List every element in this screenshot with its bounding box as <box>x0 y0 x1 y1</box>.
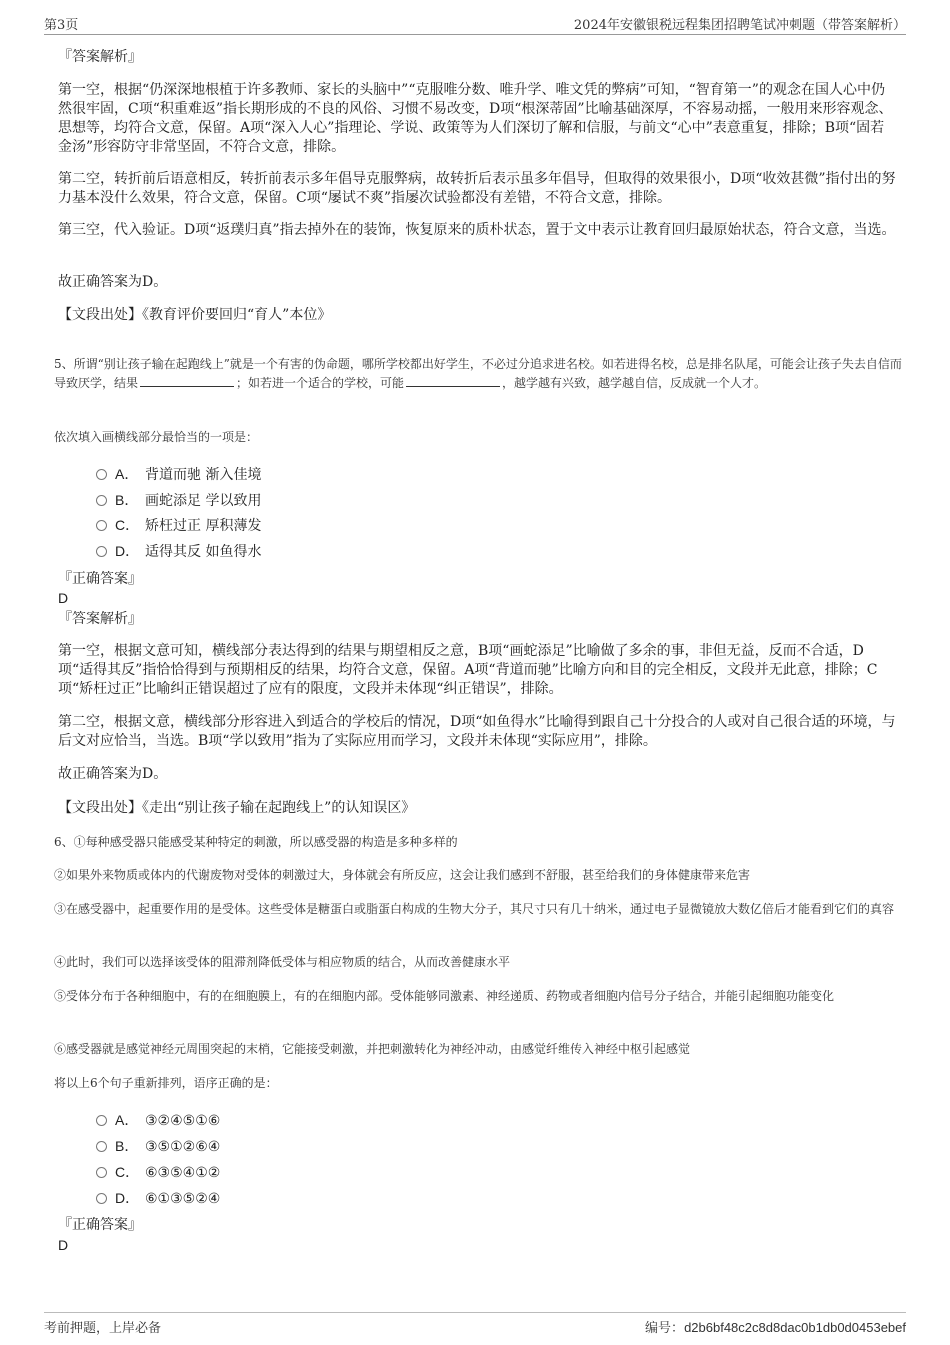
q6-answer: D <box>58 1237 69 1253</box>
radio-icon[interactable] <box>96 469 107 480</box>
q5-blank-2 <box>406 375 500 387</box>
q6-sentence-1: 6、①每种感受器只能感受某种特定的刺激，所以感受器的构造是多种多样的 <box>54 835 458 849</box>
q6-option-b[interactable]: B． ③⑤①②⑥④ <box>96 1136 220 1157</box>
q5-blank-1 <box>140 375 234 387</box>
q4-source: 【文段出处】《教育评价要回归“育人”本位》 <box>58 307 332 323</box>
radio-icon[interactable] <box>96 520 107 531</box>
q5-stem-part-b: ；如若进一个适合的学校，可能 <box>236 376 405 390</box>
q5-option-a[interactable]: A． 背道而驰 渐入佳境 <box>96 464 261 485</box>
q4-analysis-p2: 第二空，转折前后语意相反，转折前表示多年倡导克服弊病，故转折后表示虽多年倡导，但取得的效果很小，D项“收效甚微”指付出的努力基本没什么效果，符合文意，保留。C项“屡试不爽”指屡次试验都没有差错，不符合文意，排除。 <box>58 171 896 206</box>
q5-option-c[interactable]: C． 矫枉过正 厚积薄发 <box>96 515 261 536</box>
document-id-label: 编号： <box>645 1321 685 1336</box>
q6-option-d[interactable]: D． ⑥①③⑤②④ <box>96 1188 220 1209</box>
q5-analysis-p1: 第一空，根据文意可知，横线部分表达得到的结果与期望相反之意，B项“画蛇添足”比喻做了多余的事，非但无益，反而不合适，D项“适得其反”指恰恰得到与预期相反的结果，均符合文意，保留。A项“背道而驰”比喻方向和目的完全相反，文段并无此意，排除；C项“矫枉过正”比喻纠正错误超过了应有的限度，文段并未体现“纠正错误”，排除。 <box>58 643 878 697</box>
radio-icon[interactable] <box>96 1115 107 1126</box>
q5-option-d[interactable]: D． 适得其反 如鱼得水 <box>96 541 261 562</box>
q5-source: 【文段出处】《走出“别让孩子输在起跑线上”的认知误区》 <box>58 800 416 816</box>
q6-sentence-4: ④此时，我们可以选择该受体的阻滞剂降低受体与相应物质的结合，从而改善健康水平 <box>54 955 511 969</box>
radio-icon[interactable] <box>96 495 107 506</box>
q6-option-a[interactable]: A． ③②④⑤①⑥ <box>96 1110 220 1131</box>
q6-sentence-3: ③在感受器中，起重要作用的是受体。这些受体是糖蛋白或脂蛋白构成的生物大分子，其尺寸只有几十纳米，通过电子显微镜放大数亿倍后才能看到它们的真容 <box>54 902 895 916</box>
page-footer <box>44 1312 906 1335</box>
q5-answer: D <box>58 590 69 606</box>
radio-icon[interactable] <box>96 546 107 557</box>
q6-sentence-6: ⑥感受器就是感觉神经元周围突起的末梢，它能接受刺激，并把刺激转化为神经冲动，由感觉纤维传入神经中枢引起感觉 <box>54 1042 691 1056</box>
q6-sentence-2: ②如果外来物质或体内的代谢废物对受体的刺激过大，身体就会有所反应，这会让我们感到不舒服，甚至给我们的身体健康带来危害 <box>54 868 751 882</box>
radio-icon[interactable] <box>96 1193 107 1204</box>
document-id-value: d2b6bf48c2c8d8dac0b1db0d0453ebef <box>684 1320 906 1335</box>
q5-stem <box>54 355 902 393</box>
q4-analysis-p3: 第三空，代入验证。D项“返璞归真”指去掉外在的装饰，恢复原来的质朴状态，置于文中表示让教育回归最原始状态，符合文意，当选。 <box>58 222 896 238</box>
q5-stem-part-c: ，越学越有兴致，越学越自信，反成就一个人才。 <box>502 376 767 390</box>
q5-stem-part-a: 5、所谓“别让孩子输在起跑线上”就是一个有害的伪命题，哪所学校都出好学生，不必过分追求进名校。如若进得名校，总是排名队尾，可能会让孩子失去自信而导致厌学，结果 <box>54 357 902 390</box>
radio-icon[interactable] <box>96 1167 107 1178</box>
page-header <box>44 12 906 35</box>
q4-analysis-title: 『答案解析』 <box>58 49 142 65</box>
q6-answer-title: 『正确答案』 <box>58 1217 142 1233</box>
q4-analysis-p1: 第一空，根据“仍深深地根植于许多教师、家长的头脑中”“克服唯分数、唯升学、唯文凭的弊病”可知，“智育第一”的观念在国人心中仍然很牢固，C项“积重难返”指长期形成的不良的风俗、习惯不易改变，D项“根深蒂固”比喻基础深厚，不容易动摇，一般用来形容观念、思想等，均符合文意，保留。A项“深入人心”指理论、学说、政策等为人们深切了解和信服，与前文“心中”表意重复，排除；B项“固若金汤”形容防守非常坚固，不符合文意，排除。 <box>58 82 893 155</box>
q5-prompt: 依次填入画横线部分最恰当的一项是： <box>54 430 259 444</box>
document-title: 2024年安徽银税远程集团招聘笔试冲刺题（带答案解析） <box>573 18 906 33</box>
q5-answer-title: 『正确答案』 <box>58 571 142 587</box>
q5-option-b[interactable]: B． 画蛇添足 学以致用 <box>96 490 261 511</box>
q5-analysis-title: 『答案解析』 <box>58 611 142 627</box>
q5-conclusion: 故正确答案为D。 <box>58 766 168 782</box>
q4-conclusion: 故正确答案为D。 <box>58 274 168 290</box>
q6-sentence-5: ⑤受体分布于各种细胞中，有的在细胞膜上，有的在细胞内部。受体能够同激素、神经递质、药物或者细胞内信号分子结合，并能引起细胞功能变化 <box>54 989 835 1003</box>
page-number: 第3页 <box>44 18 79 33</box>
document-id <box>645 1317 906 1336</box>
q6-prompt: 将以上6个句子重新排列，语序正确的是： <box>54 1076 278 1090</box>
footer-slogan: 考前押题，上岸必备 <box>44 1321 162 1336</box>
q5-analysis-p2: 第二空，根据文意，横线部分形容进入到适合的学校后的情况，D项“如鱼得水”比喻得到跟自己十分投合的人或对自己很合适的环境，与后文对应恰当，当选。B项“学以致用”指为了实际应用而学习，文段并未体现“实际应用”，排除。 <box>58 714 896 749</box>
radio-icon[interactable] <box>96 1141 107 1152</box>
q6-option-c[interactable]: C． ⑥③⑤④①② <box>96 1162 220 1183</box>
